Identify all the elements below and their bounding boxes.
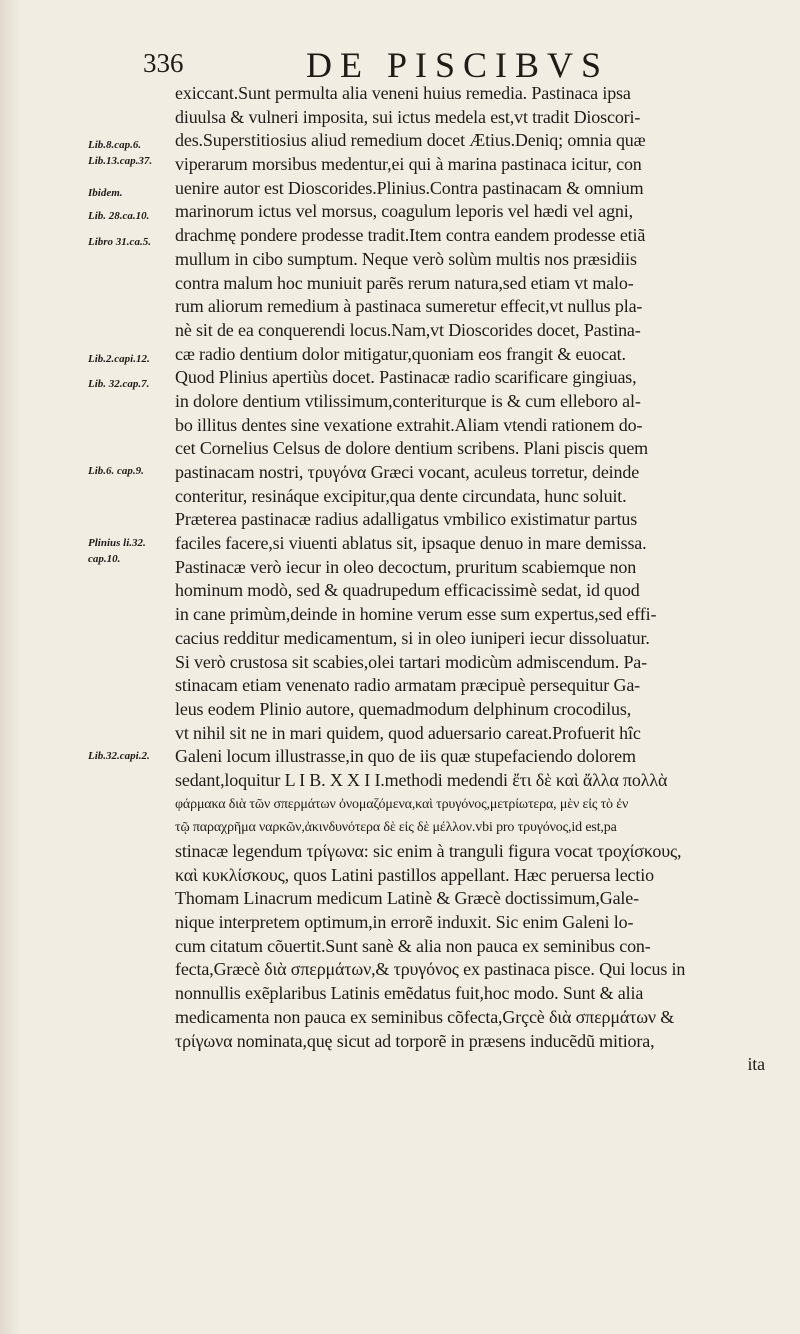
- text-line: nè sit de ea conquerendi locus.Nam,vt Dioscorides docet, Pastina-: [175, 319, 641, 340]
- text-line: Quod Plinius apertiùs docet. Pastinacæ radio scarificare gingiuas,: [175, 367, 637, 388]
- text-line: Thomam Linacrum medicum Latinè & Græcè doctissimum,Gale-: [175, 888, 639, 909]
- margin-note: Libro 31.ca.5.: [88, 236, 151, 248]
- text-line: cacius redditur medicamentum, si in oleo iuniperi iecur dissoluatur.: [175, 627, 650, 648]
- margin-notes: [0, 0, 175, 1334]
- margin-note: Lib. 32.cap.7.: [88, 378, 150, 390]
- margin-note: Lib.2.capi.12.: [88, 353, 150, 365]
- text-line: in cane primùm,deinde in homine verum esse sum expertus,sed effi-: [175, 604, 657, 625]
- running-head: DE PISCIBVS: [306, 45, 610, 85]
- text-line: stinacam etiam venenato radio armatam præcipuè persequitur Ga-: [175, 675, 641, 696]
- body-text: [175, 82, 765, 1077]
- text-line: drachmę pondere prodesse tradit.Item contra eandem prodesse etiã: [175, 225, 646, 246]
- text-line: Galeni locum illustrasse,in quo de iis quæ stupefaciendo dolorem: [175, 746, 636, 767]
- text-line: rum aliorum remedium à pastinaca sumeretur effecit,vt nullus pla-: [175, 296, 643, 317]
- text-line: stinacæ legendum τρίγωνα: sic enim à tranguli figura vocat τροχίσκους,: [175, 841, 682, 861]
- text-line: mullum in cibo sumptum. Neque verò solùm multis nos præsidiis: [175, 248, 637, 269]
- margin-note: Lib.13.cap.37.: [88, 155, 153, 167]
- text-line: viperarum morsibus medentur,ei qui à marina pastinaca icitur, con: [175, 154, 642, 175]
- text-line: hominum modò, sed & quadrupedum efficacissimè sedat, id quod: [175, 580, 640, 601]
- margin-note: Lib.8.cap.6.: [88, 139, 142, 151]
- margin-note: Lib.6. cap.9.: [88, 465, 144, 477]
- text-line: conteritur, resináque excipitur,qua dente circundata, hunc soluit.: [175, 485, 627, 506]
- text-line: cæ radio dentium dolor mitigatur,quoniam eos frangit & euocat.: [175, 343, 626, 364]
- text-line: καὶ κυκλίσκους, quos Latini pastillos appellant. Hæc peruersa lectio: [175, 864, 654, 885]
- text-line: leus eodem Plinio autore, quemadmodum delphinum crocodilus,: [175, 698, 632, 719]
- text-line: pastinacam nostri, τρυγόνα Græci vocant, aculeus torretur, deinde: [175, 462, 640, 482]
- margin-note: Plinius li.32.: [88, 537, 146, 549]
- catchword: ita: [747, 1054, 765, 1075]
- text-line: Pastinacæ verò iecur in oleo decoctum, pruritum scabiemque non: [175, 556, 637, 577]
- text-line: diuulsa & vulneri imposita, sui ictus medela est,vt tradit Dioscori-: [175, 106, 641, 127]
- page-number: 336: [143, 48, 184, 78]
- text-line: faciles facere,si viuenti ablatus sit, ipsaque denuo in mare demissa.: [175, 533, 647, 554]
- margin-note: Lib. 28.ca.10.: [88, 210, 150, 222]
- text-line: nonnullis exẽplaribus Latinis emẽdatus fuit,hoc modo. Sunt & alia: [175, 983, 644, 1004]
- text-line: cet Cornelius Celsus de dolore dentium scribens. Plani piscis quem: [175, 438, 649, 459]
- margin-note: cap.10.: [88, 553, 121, 565]
- text-line: contra malum hoc muniuit parẽs rerum natura,sed etiam vt malo-: [175, 272, 634, 293]
- text-line: nique interpretem optimum,in errorẽ induxit. Sic enim Galeni lo-: [175, 912, 634, 933]
- text-line: des.Superstitiosius aliud remedium docet Ætius.Deniq; omnia quæ: [175, 130, 646, 151]
- text-line-greek: φάρμακα διὰ τῶν σπερμάτων ὀνομαζόμενα,καὶ τρυγόνος,μετρίωτερα, μὲν εἰς τὸ ἐν: [175, 796, 629, 812]
- text-line: sedant,loquitur L I B. X X I I.methodi medendi ἔτι δὲ καὶ ἄλλα πολλὰ: [175, 769, 668, 790]
- margin-note: Ibidem.: [88, 187, 123, 199]
- text-line: Si verò crustosa sit scabies,olei tartari modicùm admiscendum. Pa-: [175, 651, 647, 672]
- text-line: medicamenta non pauca ex seminibus cõfecta,Grçcè διὰ σπερμάτων &: [175, 1006, 675, 1027]
- margin-note: Lib.32.capi.2.: [88, 750, 150, 762]
- text-line: Præterea pastinacæ radius adalligatus vmbilico existimatur partus: [175, 509, 638, 530]
- text-line: uenire autor est Dioscorides.Plinius.Contra pastinacam & omnium: [175, 177, 644, 198]
- text-line: in dolore dentium vtilissimum,conteriturque is & cum elleboro al-: [175, 390, 641, 411]
- text-line: τρίγωνα nominata,quę sicut ad torporẽ in præsens inducẽdũ mitiora,: [175, 1030, 655, 1051]
- text-line: marinorum ictus vel morsus, coagulum leporis vel hædi vel agni,: [175, 201, 633, 222]
- text-line: fecta,Græcè διὰ σπερμάτων,& τρυγόνος ex pastinaca pisce. Qui locus in: [175, 959, 686, 980]
- text-line: bo illitus dentes sine vexatione extrahit.Aliam vtendi rationem do-: [175, 414, 643, 435]
- text-line-greek: τῷ παραχρῆμα ναρκῶν,ἀκινδυνότερα δὲ εἰς δὲ μέλλον.vbi pro τρυγόνος,id est,pa: [175, 820, 617, 836]
- text-line: cum citatum cõuertit.Sunt sanè & alia non pauca ex seminibus con-: [175, 935, 651, 956]
- text-line: vt nihil sit ne in mari quidem, quod aduersario careat.Profuerit hîc: [175, 722, 641, 743]
- text-line: exiccant.Sunt permulta alia veneni huius remedia. Pastinaca ipsa: [175, 83, 631, 103]
